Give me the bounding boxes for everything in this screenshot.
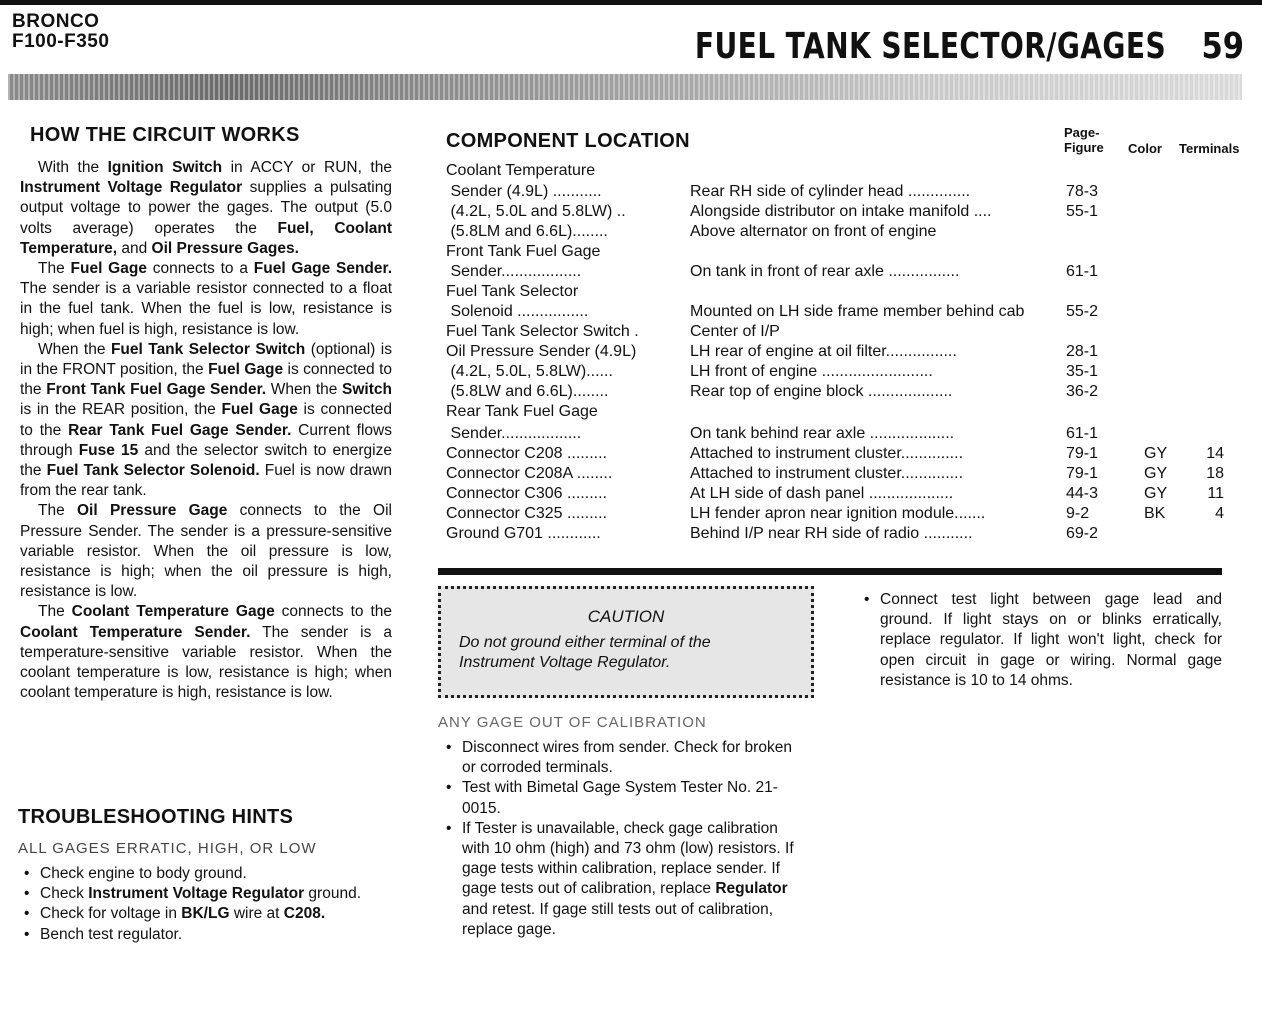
component-name: Connector C208A ........ [446,465,613,482]
component-name: Fuel Tank Selector Switch . [446,323,639,340]
how-it-works-heading: HOW THE CIRCUIT WORKS [30,124,300,146]
page-number: 59 [1201,26,1244,67]
bold-term: Switch [342,381,392,399]
bold-term: Oil Pressure Gages. [151,239,299,257]
bold-term: Fuel, Coolant Temperature, [20,219,392,257]
terminal-count: 14 [1206,445,1224,462]
text-run: With the [38,159,108,176]
page-title: FUEL TANK SELECTOR/GAGES [694,26,1166,67]
wire-color: GY [1144,465,1168,482]
col-color: Color [1128,141,1162,156]
text-run: When the [38,340,111,358]
text-run: connects to the [274,603,393,621]
wire-color: GY [1144,445,1168,462]
list-item [18,884,398,904]
top-border [0,0,1262,5]
text-run: Check [40,885,89,903]
text-run: When the [266,381,343,399]
page-figure: 9-2 [1066,505,1090,522]
troubleshooting-heading: TROUBLESHOOTING HINTS [18,806,294,828]
list-item [18,864,398,884]
wire-color: GY [1144,485,1168,502]
text-run: wire at [229,905,284,923]
list-item [440,778,804,818]
col-page-figure [1064,125,1104,155]
bold-term: Fuel Gage Sender. [253,260,393,278]
paragraph [20,602,392,703]
list-item [858,590,1222,691]
component-location-heading: COMPONENT LOCATION [446,130,690,152]
page-figure: 44-3 [1066,485,1099,502]
text-run: Connect test light between gage lead and ground. If light stays on or blinks erratically, replace regulator. If light won't light, check for open circuit in gage or wiring. Normal gage resistance is 10 to 14 ohms. [880,591,1222,689]
component-name: (5.8LM and 6.6L)........ [446,223,608,240]
text-run: supplies a pulsating output voltage to power the gages. The output (5.0 volts average) operates the [20,179,392,237]
text-run: Check engine to body ground. [40,865,247,882]
page-figure: 78-3 [1066,183,1099,200]
bold-term: Rear Tank Fuel Gage Sender. [68,421,292,439]
component-name: Sender (4.9L) ........... [446,183,602,200]
text-run: The [38,502,77,520]
component-name: (5.8LW and 6.6L)........ [446,383,609,400]
component-name: Sender.................. [446,425,582,442]
col-page-figure-line2: Figure [1064,140,1104,155]
text-run: The sender is a temperature-sensitive variable resistor. When the coolant temperature is low, resistance is high; when coolant temperature is high, resistance is low. [20,623,392,702]
bold-term: Fuel Tank Selector Switch [110,340,306,358]
text-run: in ACCY or RUN, the [222,159,392,176]
bold-term: Front Tank Fuel Gage Sender. [46,381,267,399]
text-run: and retest. If gage still tests out of calibration, replace gage. [462,900,774,938]
bold-term: Oil Pressure Gage [77,502,228,520]
text-run: If Tester is unavailable, check gage calibration with 10 ohm (high) and 73 ohm (low) resistors. If gage tests within calibration, replace sender. If gage tests out of calibration, replace [462,819,794,898]
text-run: Current flows through [20,421,392,459]
component-name: Fuel Tank Selector [446,283,579,300]
text-run: The sender is a variable resistor connected to a float in the fuel tank. When the fuel is low, resistance is high; when fuel is high, resistance is low. [20,280,392,338]
component-location: On tank behind rear axle ................... [690,425,955,442]
bold-term: C208. [283,905,326,923]
caution-title: CAUTION [587,607,665,626]
terminal-count: 4 [1215,505,1224,522]
page-figure: 55-1 [1066,203,1099,220]
component-location: Rear top of engine block ................... [690,383,953,400]
component-name: Coolant Temperature [446,162,596,179]
terminal-count: 18 [1206,465,1224,482]
bold-term: Coolant Temperature Sender. [20,623,251,641]
component-name: (4.2L, 5.0L, 5.8LW)...... [446,363,613,380]
component-location: Alongside distributor on intake manifold .... [690,203,992,220]
component-location: Attached to instrument cluster.............. [690,465,964,482]
how-it-works-body [20,158,392,703]
bold-term: Instrument Voltage Regulator [20,179,243,197]
caution-text [459,633,711,673]
component-location: At LH side of dash panel ................... [690,485,954,502]
component-location: Attached to instrument cluster.............. [690,445,964,462]
col-terminals: Terminals [1179,141,1240,156]
page-figure: 61-1 [1066,425,1099,442]
page-figure: 79-1 [1066,445,1099,462]
component-location: LH rear of engine at oil filter................ [690,343,957,360]
text-run: The [38,603,72,621]
bold-term: Fuel Gage [221,401,298,419]
text-run: and [117,239,152,257]
text-run: Fuel is now drawn from the rear tank. [20,462,392,500]
col-page-figure-line1: Page- [1064,125,1100,140]
page-figure: 69-2 [1066,525,1099,542]
bold-term: Coolant Temperature Gage [71,603,275,621]
component-location: On tank in front of rear axle ................ [690,263,960,280]
component-name: (4.2L, 5.0L and 5.8LW) .. [446,203,626,220]
bold-term: Fuel Tank Selector Solenoid. [46,462,260,480]
caution-box [438,586,814,698]
text-run: Bench test regulator. [40,925,183,943]
component-location: Mounted on LH side frame member behind cab [690,303,1025,320]
bold-term: Fuse 15 [78,441,139,459]
wire-color: BK [1144,505,1166,522]
list-item [440,738,804,778]
text-run: is in the REAR position, the [20,401,222,419]
component-name: Front Tank Fuel Gage [446,243,601,260]
model-line-2: F100-F350 [12,31,110,52]
bold-term: Regulator [715,880,788,898]
component-name: Rear Tank Fuel Gage [446,403,598,420]
bold-term: Ignition Switch [107,159,223,176]
page-figure: 55-2 [1066,303,1099,320]
component-name: Connector C208 ......... [446,445,607,462]
calibration-subhead: ANY GAGE OUT OF CALIBRATION [438,714,707,731]
bold-term: Fuel Gage [70,260,147,278]
text-run: The [38,260,71,278]
page-figure: 79-1 [1066,465,1099,482]
list-item [18,925,398,945]
list-item [18,904,398,924]
list-item [440,819,804,940]
component-location: LH fender apron near ignition module....... [690,505,986,522]
text-run: and the selector switch to energize the [20,441,392,480]
component-location: LH front of engine ......................... [690,363,933,380]
test-light-hint [858,590,1222,691]
component-location: Behind I/P near RH side of radio ........... [690,525,973,542]
page-figure: 36-2 [1066,383,1099,400]
text-run: connects to a [146,260,254,278]
paragraph [20,259,392,340]
header-band [8,74,1242,100]
component-name: Sender.................. [446,263,582,280]
paragraph [20,158,392,259]
component-location: Rear RH side of cylinder head .............. [690,183,971,200]
section-divider [438,568,1222,575]
component-name: Oil Pressure Sender (4.9L) [446,343,637,360]
paragraph [20,340,392,502]
model-line-1: BRONCO [12,11,100,32]
troubleshooting-list [18,864,398,945]
component-name: Ground G701 ............ [446,525,601,542]
text-run: ground. [304,885,362,903]
bold-term: Instrument Voltage Regulator [88,885,305,903]
caution-line-1: Do not ground either terminal of the [459,634,711,651]
component-name: Connector C325 ......... [446,505,607,522]
page-figure: 61-1 [1066,263,1099,280]
text-run: is connected to the [20,401,392,439]
text-run: Test with Bimetal Gage System Tester No. 21-0015. [462,779,778,817]
bold-term: BK/LG [181,905,230,923]
text-run: is connected to the [20,361,392,399]
paragraph [20,501,392,602]
all-gages-subhead: ALL GAGES ERRATIC, HIGH, OR LOW [18,840,317,857]
terminal-count: 11 [1207,485,1224,502]
text-run: (optional) is in the FRONT position, the [20,340,392,379]
calibration-list [440,738,804,940]
component-name: Solenoid ................ [446,303,589,320]
page-figure: 28-1 [1066,343,1099,360]
bold-term: Fuel Gage [208,361,284,379]
component-name: Connector C306 ......... [446,485,607,502]
component-location: Center of I/P [690,323,780,340]
component-location: Above alternator on front of engine [690,223,937,240]
text-run: connects to the Oil Pressure Sender. The sender is a pressure-sensitive variable resistor. When the oil pressure is low, resistance is high; when the oil pressure is high, resistance is low. [20,502,392,601]
caution-line-2: Instrument Voltage Regulator. [459,654,671,671]
text-run: Disconnect wires from sender. Check for broken or corroded terminals. [462,739,792,777]
text-run: Check for voltage in [40,905,182,923]
page-figure: 35-1 [1066,363,1099,380]
